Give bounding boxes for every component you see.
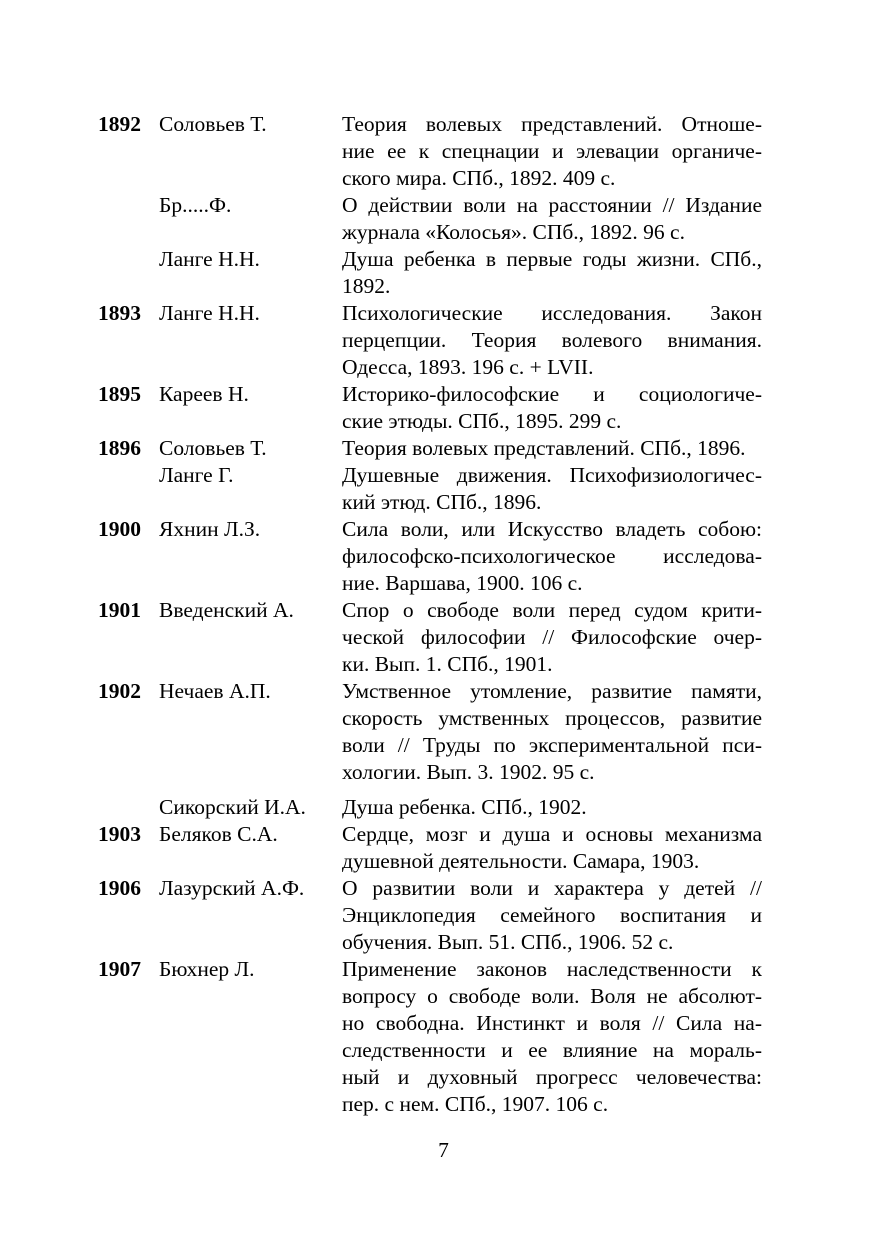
entry-title — [342, 300, 762, 381]
entry-title-line: 1892. — [342, 274, 391, 298]
entry-year: 1901 — [98, 598, 141, 622]
entry-title-line: следственности и ее влияние на мораль- — [342, 1038, 762, 1062]
bibliography-entry — [98, 300, 762, 381]
entry-title-line: Историко-философские и социологиче- — [342, 382, 762, 406]
entry-title — [342, 381, 762, 435]
bibliography-list — [98, 111, 762, 1118]
entry-title — [342, 597, 762, 678]
bibliography-entry — [98, 794, 762, 821]
entry-year: 1895 — [98, 382, 141, 406]
bibliography-entry — [98, 956, 762, 1118]
entry-title-line: душевной деятельности. Самара, 1903. — [342, 849, 700, 873]
entry-author: Кареев Н. — [159, 382, 249, 406]
entry-title-line: ского мира. СПб., 1892. 409 с. — [342, 166, 616, 190]
entry-title-line: перцепции. Теория волевого внимания. — [342, 328, 762, 352]
entry-title-line: философско-психологическое исследова- — [342, 544, 762, 568]
bibliography-entry — [98, 111, 762, 192]
entry-year: 1906 — [98, 876, 141, 900]
entry-title-line: кий этюд. СПб., 1896. — [342, 490, 542, 514]
entry-title-line: журнала «Колосья». СПб., 1892. 96 с. — [342, 220, 685, 244]
entry-title — [342, 678, 762, 786]
entry-title-line: Одесса, 1893. 196 с. + LVII. — [342, 355, 594, 379]
bibliography-entry — [98, 678, 762, 786]
bibliography-entry — [98, 462, 762, 516]
entry-author: Яхнин Л.З. — [159, 517, 261, 541]
entry-title — [342, 246, 762, 300]
bibliography-entry — [98, 246, 762, 300]
entry-title-line: но свободна. Инстинкт и воля // Сила на- — [342, 1011, 762, 1035]
entry-title-line: ный и духовный прогресс человечества: — [342, 1065, 762, 1089]
entry-title-line: Умственное утомление, развитие памяти, — [342, 679, 762, 703]
entry-title-line: Сила воли, или Искусство владеть собою: — [342, 517, 762, 541]
entry-author: Лазурский А.Ф. — [159, 876, 305, 900]
entry-title-line: Психологические исследования. Закон — [342, 301, 762, 325]
entry-year: 1903 — [98, 822, 141, 846]
entry-title-line: воли // Труды по экспериментальной пси- — [342, 733, 762, 757]
entry-title-line: ские этюды. СПб., 1895. 299 с. — [342, 409, 622, 433]
entry-title-line: ческой философии // Философские очер- — [342, 625, 762, 649]
entry-title-line: ние ее к спецнации и элевации органиче- — [342, 139, 762, 163]
entry-author: Соловьев Т. — [159, 436, 267, 460]
entry-author: Ланге Н.Н. — [159, 247, 260, 271]
entry-year: 1907 — [98, 957, 141, 981]
page-number: 7 — [438, 1138, 449, 1162]
entry-title-line: Сердце, мозг и душа и основы механизма — [342, 822, 762, 846]
entry-title-line: Энциклопедия семейного воспитания и — [342, 903, 762, 927]
entry-title — [342, 794, 762, 821]
entry-title-line: Спор о свободе воли перед судом крити- — [342, 598, 762, 622]
entry-title — [342, 111, 762, 192]
entry-title-line: Теория волевых представлений. Отноше- — [342, 112, 762, 136]
entry-year: 1902 — [98, 679, 141, 703]
entry-title — [342, 435, 762, 462]
entry-title-line: ки. Вып. 1. СПб., 1901. — [342, 652, 553, 676]
entry-title-line: ние. Варшава, 1900. 106 с. — [342, 571, 583, 595]
entry-title-line: пер. с нем. СПб., 1907. 106 с. — [342, 1092, 609, 1116]
entry-title-line: хологии. Вып. 3. 1902. 95 с. — [342, 760, 595, 784]
entry-author: Ланге Н.Н. — [159, 301, 260, 325]
entry-year: 1896 — [98, 436, 141, 460]
entry-author: Бюхнер Л. — [159, 957, 255, 981]
bibliography-entry — [98, 192, 762, 246]
entry-title-line: Теория волевых представлений. СПб., 1896. — [342, 436, 746, 460]
entry-title — [342, 192, 762, 246]
entry-title — [342, 956, 762, 1118]
entry-author: Сикорский И.А. — [159, 795, 306, 819]
entry-title-line: скорость умственных процессов, развитие — [342, 706, 762, 730]
entry-year: 1893 — [98, 301, 141, 325]
entry-author: Беляков С.А. — [159, 822, 278, 846]
entry-title-line: О действии воли на расстоянии // Издание — [342, 193, 762, 217]
bibliography-entry — [98, 597, 762, 678]
entry-author: Введенский А. — [159, 598, 294, 622]
entry-title-line: вопросу о свободе воли. Воля не абсолют- — [342, 984, 762, 1008]
entry-title — [342, 875, 762, 956]
entry-title-line: Душа ребенка. СПб., 1902. — [342, 795, 587, 819]
entry-author: Соловьев Т. — [159, 112, 267, 136]
bibliography-entry — [98, 381, 762, 435]
entry-title-line: Душевные движения. Психофизиологичес- — [342, 463, 762, 487]
entry-year: 1900 — [98, 517, 141, 541]
bibliography-entry — [98, 435, 762, 462]
bibliography-entry — [98, 875, 762, 956]
bibliography-entry — [98, 516, 762, 597]
entry-title-line: Применение законов наследственности к — [342, 957, 762, 981]
entry-title — [342, 462, 762, 516]
bibliography-entry — [98, 821, 762, 875]
entry-title-line: обучения. Вып. 51. СПб., 1906. 52 с. — [342, 930, 674, 954]
entry-author: Ланге Г. — [159, 463, 234, 487]
entry-title — [342, 516, 762, 597]
entry-year: 1892 — [98, 112, 141, 136]
entry-title-line: О развитии воли и характера у детей // — [342, 876, 762, 900]
entry-title — [342, 821, 762, 875]
entry-title-line: Душа ребенка в первые годы жизни. СПб., — [342, 247, 762, 271]
entry-author: Бр.....Ф. — [159, 193, 232, 217]
entry-author: Нечаев А.П. — [159, 679, 271, 703]
